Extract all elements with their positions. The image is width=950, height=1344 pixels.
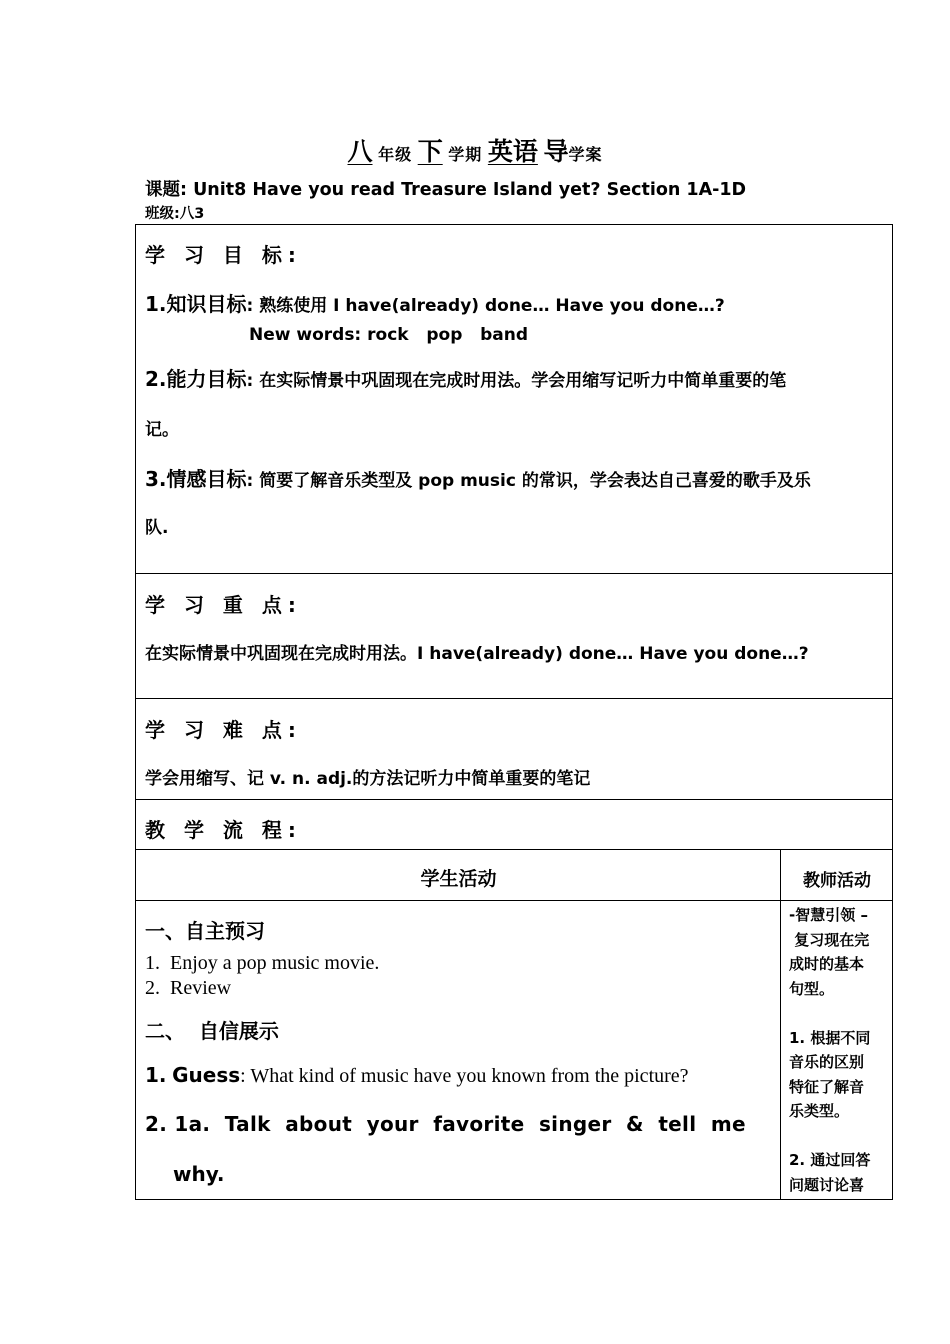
- teacher-note-line: 特征了解音: [789, 1077, 865, 1096]
- preview-item-2: 2. Review: [145, 977, 232, 999]
- teacher-notes: [789, 903, 889, 1197]
- teacher-note-line: [789, 1124, 889, 1149]
- self-study-heading: 一、自主预习: [145, 919, 265, 943]
- teacher-note-line: -智慧引领 –: [789, 906, 868, 924]
- knowledge-objective: [145, 288, 725, 317]
- student-activity-header: 学生活动: [420, 868, 497, 890]
- title-doc-type-a: 导: [543, 137, 569, 166]
- document-title: [0, 132, 950, 168]
- ability-label: 2.能力目标: [145, 367, 247, 391]
- title-term-unit: 学期: [448, 145, 483, 164]
- title-subject: 英语: [487, 137, 538, 166]
- teacher-note-line: 2. 通过回答: [789, 1151, 871, 1169]
- emotion-text-continued: 队.: [145, 518, 169, 538]
- emotion-objective: [145, 463, 811, 492]
- objectives-heading: 学 习 目 标:: [145, 243, 302, 267]
- teacher-activity-header: 教师活动: [803, 871, 871, 891]
- teacher-note-line: 句型。: [789, 979, 835, 998]
- ability-text: : 在实际情景中巩固现在完成时用法。学会用缩写记听力中简单重要的笔: [246, 371, 787, 391]
- difficulties-text: 学会用缩写、记 v. n. adj.的方法记听力中简单重要的笔记: [145, 769, 591, 789]
- teacher-note-line: [789, 1001, 889, 1026]
- new-words: New words: rock pop band: [249, 325, 529, 345]
- ability-objective: [145, 363, 786, 392]
- guess-task: [145, 1063, 689, 1088]
- guess-text: : What kind of music have you known from the picture?: [240, 1065, 689, 1087]
- teacher-note-line: 问题讨论喜: [789, 1175, 865, 1194]
- preview-item-1: 1. Enjoy a pop music movie.: [145, 952, 380, 974]
- show-heading: 二、 自信展示: [145, 1019, 279, 1043]
- ability-text-continued: 记。: [145, 420, 179, 440]
- teacher-note-line: 音乐的区别: [789, 1053, 865, 1071]
- title-doc-type-b: 学案: [568, 145, 603, 164]
- class-label: 班级:八3: [145, 206, 205, 222]
- lesson-topic: 课题: Unit8 Have you read Treasure Island yet? Section 1A-1D: [145, 180, 747, 200]
- key-points-text: 在实际情景中巩固现在完成时用法。I have(already) done… Have you done…?: [145, 644, 809, 664]
- emotion-label: 3.情感目标: [145, 467, 247, 491]
- title-grade-unit: 年级: [378, 145, 413, 164]
- guess-number: 1.: [145, 1063, 167, 1087]
- teacher-note-line: 乐类型。: [789, 1102, 850, 1120]
- guess-label: Guess: [172, 1063, 241, 1087]
- difficulties-section: [135, 698, 893, 800]
- preview-item-1-text: Enjoy a pop music movie.: [170, 952, 380, 974]
- difficulties-heading: 学 习 难 点:: [145, 718, 302, 742]
- teaching-flow-heading: 教 学 流 程:: [145, 818, 302, 842]
- objectives-section: [135, 224, 893, 574]
- preview-item-2-text: Review: [170, 977, 232, 999]
- teacher-note-line: 1. 根据不同: [789, 1028, 871, 1047]
- knowledge-label: 1.知识目标: [145, 292, 247, 316]
- teaching-flow-section: [135, 799, 893, 850]
- activity-table-body: [135, 900, 893, 1200]
- title-grade: 八: [347, 137, 373, 166]
- emotion-text: : 简要了解音乐类型及 pop music 的常识，学会表达自己喜爱的歌手及乐: [246, 471, 811, 491]
- key-points-section: [135, 573, 893, 699]
- key-points-heading: 学 习 重 点:: [145, 593, 302, 617]
- talk-task-line-2: why.: [173, 1162, 225, 1186]
- knowledge-text: : 熟练使用 I have(already) done… Have you done…?: [246, 296, 725, 316]
- title-term: 下: [417, 137, 443, 166]
- teacher-note-line: 复习现在完: [789, 930, 870, 949]
- teacher-note-line: 成时的基本: [789, 955, 865, 973]
- talk-task-line-1: 2. 1a. Talk about your favorite singer & tell me: [145, 1112, 746, 1136]
